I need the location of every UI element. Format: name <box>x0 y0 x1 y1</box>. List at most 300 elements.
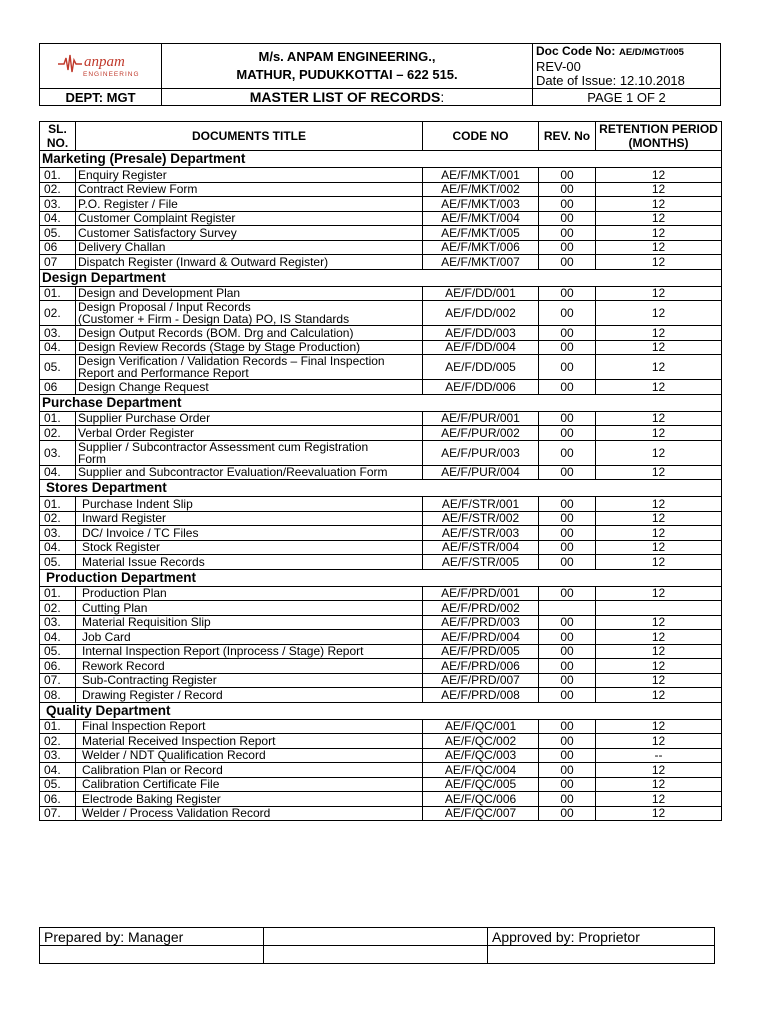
table-row <box>40 719 722 734</box>
logo-text: anpam <box>83 53 125 70</box>
code-number: AE/F/MKT/001 <box>423 168 539 183</box>
document-title <box>76 411 423 426</box>
document-title <box>76 748 423 763</box>
retention-period: 12 <box>596 763 722 778</box>
document-title <box>76 511 423 526</box>
revision-number: 00 <box>539 226 596 241</box>
doc-info <box>533 44 721 89</box>
revision-number: 00 <box>539 182 596 197</box>
table-row <box>40 777 722 792</box>
document-title-line1: Supplier Purchase Order <box>78 411 211 426</box>
department-header-row <box>40 151 722 168</box>
document-title <box>76 497 423 512</box>
document-title <box>76 526 423 541</box>
table-row <box>40 763 722 778</box>
document-title-line1: Inward Register <box>82 511 167 526</box>
list-title-suffix: : <box>440 89 445 105</box>
retention-period: -- <box>596 748 722 763</box>
revision-number: 00 <box>539 255 596 270</box>
department-name: Production Department <box>40 569 722 586</box>
retention-period: 12 <box>596 511 722 526</box>
table-header-row <box>40 122 722 151</box>
code-number: AE/F/DD/006 <box>423 380 539 395</box>
code-number: AE/F/QC/006 <box>423 792 539 807</box>
department-name: Purchase Department <box>40 394 722 411</box>
document-title <box>76 255 423 270</box>
code-number: AE/F/QC/002 <box>423 734 539 749</box>
code-number: AE/F/PRD/006 <box>423 659 539 674</box>
code-number: AE/F/PRD/008 <box>423 688 539 703</box>
department-name: Marketing (Presale) Department <box>40 151 722 168</box>
serial-number: 06 <box>40 240 76 255</box>
document-title <box>76 719 423 734</box>
department-header-row <box>40 702 722 719</box>
document-title <box>76 734 423 749</box>
document-title-line1: Supplier / Subcontractor Assessment cum Registration <box>78 439 369 454</box>
table-row <box>40 748 722 763</box>
document-title <box>76 211 423 226</box>
serial-number: 05. <box>40 644 76 659</box>
document-title <box>76 806 423 821</box>
document-title-line1: Cutting Plan <box>82 600 148 615</box>
retention-period: 12 <box>596 673 722 688</box>
document-title-line1: Drawing Register / Record <box>82 687 223 702</box>
table-row <box>40 615 722 630</box>
document-title <box>76 673 423 688</box>
serial-number: 08. <box>40 688 76 703</box>
document-title <box>76 380 423 395</box>
department-header-row <box>40 394 722 411</box>
retention-period: 12 <box>596 240 722 255</box>
document-title <box>76 615 423 630</box>
code-number: AE/F/QC/003 <box>423 748 539 763</box>
revision-number: 00 <box>539 615 596 630</box>
document-title <box>76 659 423 674</box>
code-number: AE/F/PUR/001 <box>423 411 539 426</box>
department-name: Stores Department <box>40 480 722 497</box>
document-title <box>76 465 423 480</box>
revision-number: 00 <box>539 380 596 395</box>
retention-period: 12 <box>596 426 722 441</box>
revision-number: 00 <box>539 734 596 749</box>
list-title-text: MASTER LIST OF RECORDS <box>249 89 441 105</box>
table-row <box>40 326 722 341</box>
revision-number: 00 <box>539 465 596 480</box>
retention-period: 12 <box>596 586 722 601</box>
table-row <box>40 465 722 480</box>
code-number: AE/F/PRD/001 <box>423 586 539 601</box>
table-row <box>40 301 722 326</box>
serial-number: 04. <box>40 540 76 555</box>
revision-number: 00 <box>539 340 596 355</box>
table-row <box>40 644 722 659</box>
code-number: AE/F/QC/001 <box>423 719 539 734</box>
retention-period: 12 <box>596 211 722 226</box>
serial-number: 06 <box>40 380 76 395</box>
prepared-by: Prepared by: Manager <box>40 928 264 946</box>
retention-period: 12 <box>596 255 722 270</box>
code-number: AE/F/PRD/004 <box>423 630 539 645</box>
col-title: DOCUMENTS TITLE <box>76 122 423 151</box>
department-name: Quality Department <box>40 702 722 719</box>
table-row <box>40 555 722 570</box>
document-title-line1: Production Plan <box>82 586 167 601</box>
serial-number: 01. <box>40 168 76 183</box>
retention-period: 12 <box>596 326 722 341</box>
revision-number: 00 <box>539 792 596 807</box>
code-number: AE/F/QC/004 <box>423 763 539 778</box>
document-title-line1: DC/ Invoice / TC Files <box>82 525 199 540</box>
retention-period: 12 <box>596 340 722 355</box>
company-line1: M/s. ANPAM ENGINEERING., <box>258 49 436 64</box>
table-row <box>40 440 722 465</box>
revision-number: 00 <box>539 688 596 703</box>
serial-number: 01. <box>40 497 76 512</box>
serial-number: 01. <box>40 411 76 426</box>
document-title-line1: Purchase Indent Slip <box>82 496 193 511</box>
document-title-line2: (Customer + Firm - Design Data) PO, IS Standards <box>78 312 350 326</box>
code-number: AE/F/DD/002 <box>423 301 539 326</box>
serial-number: 02. <box>40 426 76 441</box>
department-header-row <box>40 269 722 286</box>
document-title-line1: Job Card <box>82 629 131 644</box>
revision-number: 00 <box>539 763 596 778</box>
code-number: AE/F/DD/004 <box>423 340 539 355</box>
table-row <box>40 526 722 541</box>
code-number: AE/F/STR/001 <box>423 497 539 512</box>
revision-number: 00 <box>539 748 596 763</box>
retention-period: 12 <box>596 644 722 659</box>
retention-period <box>596 601 722 616</box>
document-title <box>76 555 423 570</box>
table-row <box>40 380 722 395</box>
revision-number: 00 <box>539 326 596 341</box>
table-row <box>40 630 722 645</box>
document-title-line1: Material Requisition Slip <box>82 615 211 630</box>
code-number: AE/F/MKT/003 <box>423 197 539 212</box>
department-label: DEPT: MGT <box>40 89 162 106</box>
table-row <box>40 182 722 197</box>
serial-number: 01. <box>40 286 76 301</box>
doc-code-label: Doc Code No: <box>536 44 616 58</box>
department-name: Design Department <box>40 269 722 286</box>
records-table <box>39 121 722 821</box>
signature-cell-approved <box>488 946 715 964</box>
serial-number: 04. <box>40 340 76 355</box>
table-row <box>40 586 722 601</box>
table-row <box>40 497 722 512</box>
code-number: AE/F/PRD/007 <box>423 673 539 688</box>
document-title-line2: Report and Performance Report <box>78 366 249 380</box>
serial-number: 03. <box>40 526 76 541</box>
serial-number: 03. <box>40 615 76 630</box>
revision-number: 00 <box>539 240 596 255</box>
document-title-line1: Supplier and Subcontractor Evaluation/Reevaluation Form <box>78 465 388 480</box>
document-title <box>76 644 423 659</box>
company-logo <box>40 44 162 89</box>
serial-number: 04. <box>40 630 76 645</box>
document-title-line1: Material Received Inspection Report <box>82 733 276 748</box>
col-code: CODE NO <box>423 122 539 151</box>
serial-number: 03. <box>40 197 76 212</box>
retention-period: 12 <box>596 380 722 395</box>
retention-period: 12 <box>596 659 722 674</box>
serial-number: 07. <box>40 673 76 688</box>
table-row <box>40 197 722 212</box>
revision-number: 00 <box>539 659 596 674</box>
table-row <box>40 734 722 749</box>
table-row <box>40 255 722 270</box>
serial-number: 03. <box>40 440 76 465</box>
signature-cell-prepared <box>40 946 264 964</box>
retention-period: 12 <box>596 734 722 749</box>
approved-by: Approved by: Proprietor <box>488 928 715 946</box>
retention-period: 12 <box>596 540 722 555</box>
table-row <box>40 426 722 441</box>
document-title <box>76 777 423 792</box>
document-title <box>76 240 423 255</box>
revision-number: 00 <box>539 540 596 555</box>
code-number: AE/F/PUR/002 <box>423 426 539 441</box>
retention-period: 12 <box>596 792 722 807</box>
document-title-line1: Sub-Contracting Register <box>82 673 217 688</box>
revision-number: 00 <box>539 586 596 601</box>
document-title <box>76 540 423 555</box>
code-number: AE/F/DD/003 <box>423 326 539 341</box>
serial-number: 01. <box>40 586 76 601</box>
revision-number: 00 <box>539 426 596 441</box>
code-number: AE/F/PRD/003 <box>423 615 539 630</box>
company-name <box>162 44 533 89</box>
department-header-row <box>40 480 722 497</box>
revision-number <box>539 601 596 616</box>
table-row <box>40 411 722 426</box>
serial-number: 03. <box>40 326 76 341</box>
revision-number: 00 <box>539 355 596 380</box>
serial-number: 05. <box>40 226 76 241</box>
revision-number: 00 <box>539 440 596 465</box>
table-row <box>40 355 722 380</box>
document-title-line1: Electrode Baking Register <box>82 791 221 806</box>
revision-number: 00 <box>539 806 596 821</box>
retention-period: 12 <box>596 555 722 570</box>
serial-number: 05. <box>40 777 76 792</box>
revision-number: 00 <box>539 630 596 645</box>
code-number: AE/F/PRD/005 <box>423 644 539 659</box>
table-row <box>40 340 722 355</box>
retention-period: 12 <box>596 526 722 541</box>
document-title <box>76 792 423 807</box>
document-title <box>76 355 423 380</box>
serial-number: 02. <box>40 601 76 616</box>
code-number: AE/F/PUR/004 <box>423 465 539 480</box>
retention-period: 12 <box>596 226 722 241</box>
document-header <box>39 43 721 106</box>
code-number: AE/F/PRD/002 <box>423 601 539 616</box>
revision: REV-00 <box>536 59 581 74</box>
table-row <box>40 688 722 703</box>
document-title <box>76 168 423 183</box>
document-title <box>76 630 423 645</box>
document-title-line1: Stock Register <box>82 540 161 555</box>
document-title-line1: Dispatch Register (Inward & Outward Register) <box>78 254 329 269</box>
retention-period: 12 <box>596 630 722 645</box>
logo-graphic <box>56 50 146 80</box>
revision-number: 00 <box>539 526 596 541</box>
retention-period: 12 <box>596 688 722 703</box>
revision-number: 00 <box>539 197 596 212</box>
code-number: AE/F/STR/004 <box>423 540 539 555</box>
document-title <box>76 197 423 212</box>
revision-number: 00 <box>539 286 596 301</box>
serial-number: 02. <box>40 301 76 326</box>
revision-number: 00 <box>539 555 596 570</box>
serial-number: 06. <box>40 659 76 674</box>
code-number: AE/F/STR/003 <box>423 526 539 541</box>
code-number: AE/F/DD/005 <box>423 355 539 380</box>
code-number: AE/F/PUR/003 <box>423 440 539 465</box>
revision-number: 00 <box>539 301 596 326</box>
document-title-line1: Enquiry Register <box>78 167 167 182</box>
page-number: PAGE 1 OF 2 <box>533 89 721 106</box>
retention-period: 12 <box>596 411 722 426</box>
blank-cell <box>264 928 488 946</box>
serial-number: 02. <box>40 734 76 749</box>
table-body <box>40 151 722 821</box>
document-title-line1: Rework Record <box>82 658 165 673</box>
document-title-line1: Design Review Records (Stage by Stage Production) <box>78 340 361 355</box>
retention-period: 12 <box>596 301 722 326</box>
document-title <box>76 763 423 778</box>
table-row <box>40 806 722 821</box>
document-title-line1: Material Issue Records <box>82 554 205 569</box>
document-title-line1: Design Output Records (BOM. Drg and Calculation) <box>78 325 354 340</box>
doc-code-value: AE/D/MGT/005 <box>618 47 684 58</box>
revision-number: 00 <box>539 719 596 734</box>
document-title <box>76 301 423 326</box>
signature-table <box>39 927 715 964</box>
retention-period: 12 <box>596 806 722 821</box>
serial-number: 07. <box>40 806 76 821</box>
table-row <box>40 286 722 301</box>
code-number: AE/F/MKT/004 <box>423 211 539 226</box>
code-number: AE/F/DD/001 <box>423 286 539 301</box>
table-row <box>40 673 722 688</box>
blank-cell <box>264 946 488 964</box>
serial-number: 05. <box>40 555 76 570</box>
col-rev: REV. No <box>539 122 596 151</box>
document-title-line1: P.O. Register / File <box>78 196 178 211</box>
document-title-line1: Internal Inspection Report (Inprocess / Stage) Report <box>82 644 364 659</box>
document-title-line1: Welder / NDT Qualification Record <box>82 748 266 763</box>
document-title-line1: Final Inspection Report <box>82 719 206 734</box>
serial-number: 03. <box>40 748 76 763</box>
retention-period: 12 <box>596 182 722 197</box>
retention-period: 12 <box>596 465 722 480</box>
revision-number: 00 <box>539 411 596 426</box>
retention-period: 12 <box>596 497 722 512</box>
date-of-issue: Date of Issue: 12.10.2018 <box>536 73 685 88</box>
department-header-row <box>40 569 722 586</box>
serial-number: 04. <box>40 763 76 778</box>
code-number: AE/F/QC/007 <box>423 806 539 821</box>
serial-number: 04. <box>40 211 76 226</box>
document-title-line1: Calibration Plan or Record <box>82 762 223 777</box>
table-row <box>40 540 722 555</box>
code-number: AE/F/STR/005 <box>423 555 539 570</box>
document-title-line1: Design Change Request <box>78 379 209 394</box>
company-line2: MATHUR, PUDUKKOTTAI – 622 515. <box>236 67 458 82</box>
retention-period: 12 <box>596 197 722 212</box>
document-title-line1: Customer Satisfactory Survey <box>78 225 237 240</box>
retention-period: 12 <box>596 286 722 301</box>
code-number: AE/F/MKT/005 <box>423 226 539 241</box>
code-number: AE/F/STR/002 <box>423 511 539 526</box>
list-title <box>162 89 533 106</box>
serial-number: 07 <box>40 255 76 270</box>
serial-number: 01. <box>40 719 76 734</box>
document-title <box>76 601 423 616</box>
revision-number: 00 <box>539 497 596 512</box>
document-title-line1: Verbal Order Register <box>78 425 195 440</box>
document-title <box>76 440 423 465</box>
document-title-line1: Customer Complaint Register <box>78 211 236 226</box>
revision-number: 00 <box>539 777 596 792</box>
document-title-line1: Calibration Certificate File <box>82 777 220 792</box>
revision-number: 00 <box>539 211 596 226</box>
retention-period: 12 <box>596 168 722 183</box>
document-title <box>76 226 423 241</box>
logo-subtext: ENGINEERING <box>82 70 140 78</box>
document-title <box>76 340 423 355</box>
document-title-line1: Contract Review Form <box>78 182 198 197</box>
table-row <box>40 659 722 674</box>
code-number: AE/F/QC/005 <box>423 777 539 792</box>
table-row <box>40 226 722 241</box>
revision-number: 00 <box>539 673 596 688</box>
serial-number: 06. <box>40 792 76 807</box>
retention-period: 12 <box>596 719 722 734</box>
col-sl: SL. NO. <box>40 122 76 151</box>
document-title <box>76 286 423 301</box>
table-row <box>40 168 722 183</box>
document-title-line1: Delivery Challan <box>78 240 166 255</box>
revision-number: 00 <box>539 511 596 526</box>
retention-period: 12 <box>596 777 722 792</box>
document-title <box>76 182 423 197</box>
retention-period: 12 <box>596 440 722 465</box>
document-title-line1: Design and Development Plan <box>78 286 241 301</box>
table-row <box>40 792 722 807</box>
serial-number: 05. <box>40 355 76 380</box>
document-title-line2: Form <box>78 451 106 466</box>
revision-number: 00 <box>539 644 596 659</box>
code-number: AE/F/MKT/007 <box>423 255 539 270</box>
document-title <box>76 426 423 441</box>
document-title-line1: Design Verification / Validation Records – Final Inspection <box>78 354 385 368</box>
serial-number: 02. <box>40 511 76 526</box>
table-row <box>40 601 722 616</box>
code-number: AE/F/MKT/006 <box>423 240 539 255</box>
table-row <box>40 511 722 526</box>
revision-number: 00 <box>539 168 596 183</box>
retention-period: 12 <box>596 615 722 630</box>
document-title <box>76 586 423 601</box>
retention-period: 12 <box>596 355 722 380</box>
document-title-line1: Welder / Process Validation Record <box>82 806 271 821</box>
col-retention: RETENTION PERIOD (MONTHS) <box>596 122 722 151</box>
code-number: AE/F/MKT/002 <box>423 182 539 197</box>
